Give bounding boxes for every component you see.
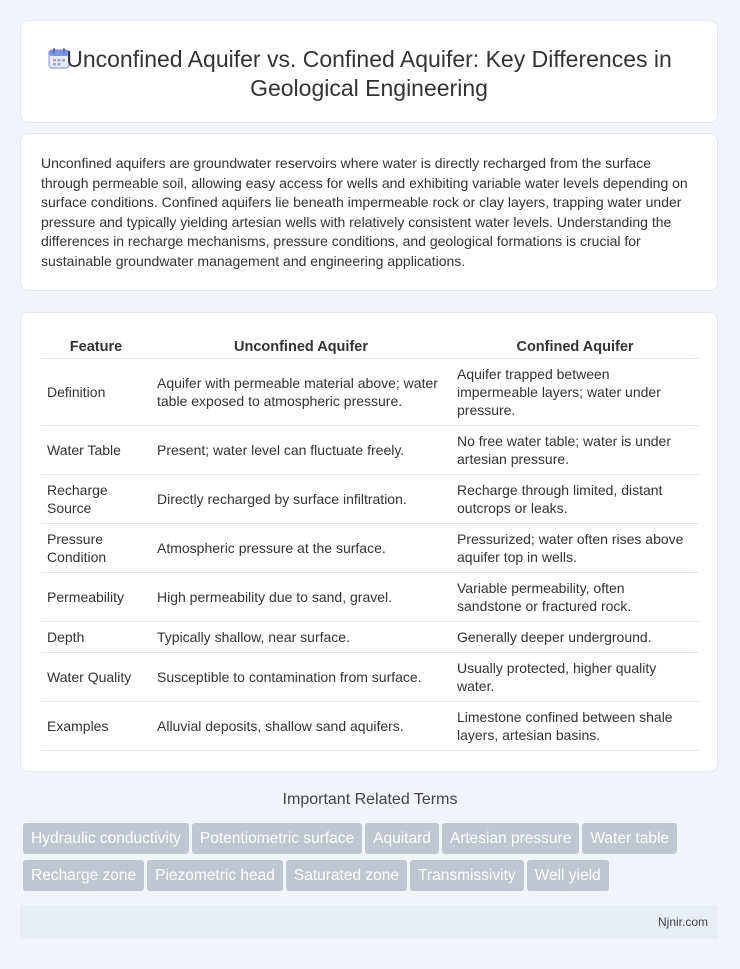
confined-cell: Usually protected, higher quality water.	[451, 653, 699, 702]
feature-cell: Examples	[41, 702, 151, 751]
table-row	[41, 573, 699, 622]
confined-cell: Aquifer trapped between impermeable layers; water under pressure.	[451, 359, 699, 426]
unconfined-cell: High permeability due to sand, gravel.	[151, 573, 451, 622]
term-tag[interactable]: Aquitard	[365, 823, 439, 854]
table-row	[41, 622, 699, 653]
feature-cell: Permeability	[41, 573, 151, 622]
confined-cell: Limestone confined between shale layers, artesian basins.	[451, 702, 699, 751]
comparison-card	[20, 312, 718, 772]
table-header-row	[41, 330, 699, 359]
term-tag[interactable]: Piezometric head	[147, 860, 283, 891]
term-tag[interactable]: Transmissivity	[410, 860, 524, 891]
table-row	[41, 702, 699, 751]
table-row	[41, 653, 699, 702]
term-tag[interactable]: Hydraulic conductivity	[23, 823, 189, 854]
intro-paragraph: Unconfined aquifers are groundwater reservoirs where water is directly recharged from the surface through permeable soil, allowing easy access for wells and exhibiting variable water levels depending on surface conditions. Confined aquifers lie beneath impermeable rock or clay layers, trapping water under pressure and typically yielding artesian wells with relatively consistent water levels. Understanding the differences in recharge mechanisms, pressure conditions, and geological formations is crucial for sustainable groundwater management and engineering applications.	[41, 155, 688, 269]
site-name[interactable]: Njnir.com	[657, 915, 708, 929]
term-tag[interactable]: Artesian pressure	[442, 823, 579, 854]
header-confined: Confined Aquifer	[451, 330, 699, 359]
table-row	[41, 359, 699, 426]
unconfined-cell: Susceptible to contamination from surface.	[151, 653, 451, 702]
feature-cell: Definition	[41, 359, 151, 426]
page-title: Unconfined Aquifer vs. Confined Aquifer: Key Differences in Geological Engineering	[66, 46, 672, 101]
unconfined-cell: Typically shallow, near surface.	[151, 622, 451, 653]
feature-cell: Water Table	[41, 426, 151, 475]
unconfined-cell: Alluvial deposits, shallow sand aquifers.	[151, 702, 451, 751]
feature-cell: Recharge Source	[41, 475, 151, 524]
comparison-table	[41, 330, 699, 751]
table-row	[41, 426, 699, 475]
feature-cell: Depth	[41, 622, 151, 653]
table-row	[41, 524, 699, 573]
table-row	[41, 475, 699, 524]
footer	[20, 905, 718, 939]
unconfined-cell: Present; water level can fluctuate freely.	[151, 426, 451, 475]
confined-cell: Generally deeper underground.	[451, 622, 699, 653]
header-feature: Feature	[41, 330, 151, 359]
term-tag[interactable]: Well yield	[527, 860, 609, 891]
unconfined-cell: Aquifer with permeable material above; water table exposed to atmospheric pressure.	[151, 359, 451, 426]
related-terms-title: Important Related Terms	[282, 791, 458, 808]
term-tag[interactable]: Recharge zone	[23, 860, 144, 891]
feature-cell: Pressure Condition	[41, 524, 151, 573]
term-tag[interactable]: Potentiometric surface	[192, 823, 362, 854]
term-tag[interactable]: Water table	[582, 823, 677, 854]
feature-cell: Water Quality	[41, 653, 151, 702]
confined-cell: Recharge through limited, distant outcrops or leaks.	[451, 475, 699, 524]
unconfined-cell: Directly recharged by surface infiltration.	[151, 475, 451, 524]
intro-card	[20, 133, 718, 291]
term-tag[interactable]: Saturated zone	[286, 860, 407, 891]
confined-cell: Pressurized; water often rises above aquifer top in wells.	[451, 524, 699, 573]
confined-cell: Variable permeability, often sandstone or fractured rock.	[451, 573, 699, 622]
header-card	[20, 20, 718, 123]
header-unconfined: Unconfined Aquifer	[151, 330, 451, 359]
unconfined-cell: Atmospheric pressure at the surface.	[151, 524, 451, 573]
related-terms-list	[23, 823, 723, 897]
confined-cell: No free water table; water is under artesian pressure.	[451, 426, 699, 475]
